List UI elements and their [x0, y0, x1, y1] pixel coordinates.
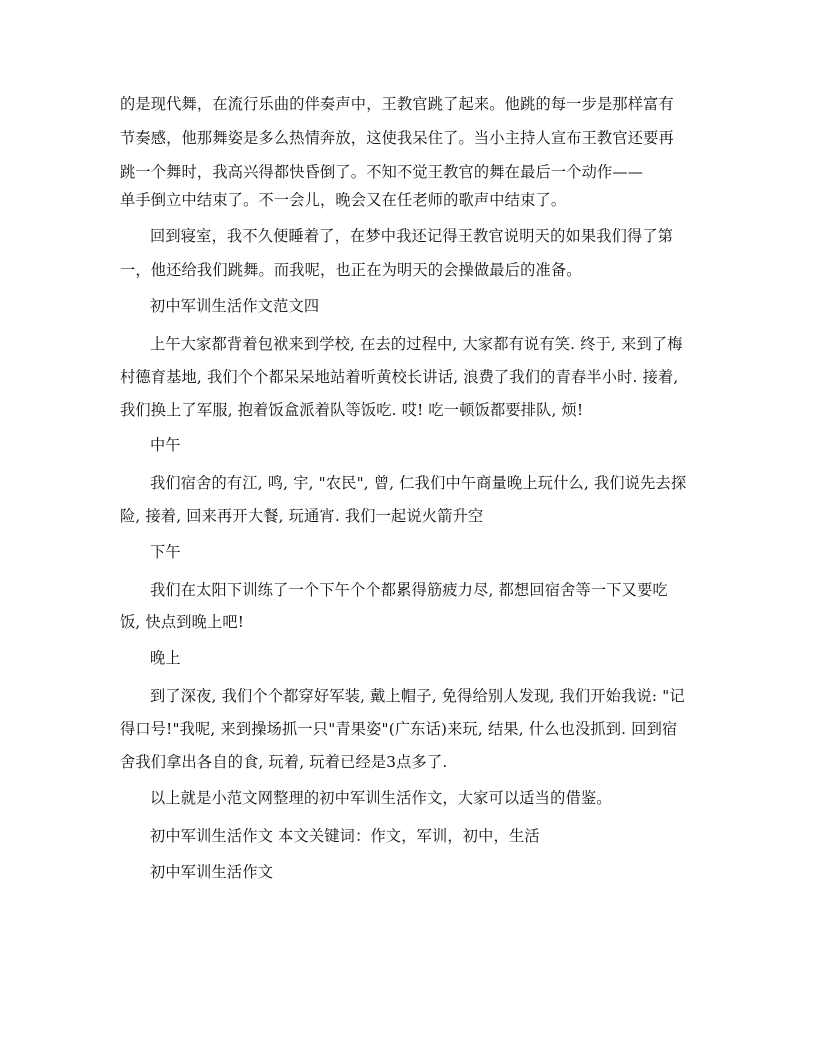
section-heading: 初中军训生活作文范文四 — [150, 297, 320, 315]
paragraph-first-line: 回到寝室，我不久便睡着了，在梦中我还记得王教官说明天的如果我们得了第 — [150, 227, 674, 245]
text-line: 我们换上了军服, 抱着饭盒派着队等饭吃. 哎! 吃一顿饭都要排队, 烦! — [120, 401, 584, 419]
section-heading: 中午 — [150, 436, 181, 454]
closing-paragraph: 以上就是小范文网整理的初中军训生活作文，大家可以适当的借鉴。 — [150, 789, 612, 807]
text-line: 跳一个舞时，我高兴得都快昏倒了。不知不觉王教官的舞在最后一个动作—— — [120, 163, 644, 181]
text-line: 节奏感，他那舞姿是多么热情奔放，这使我呆住了。当小主持人宣布王教官还要再 — [120, 129, 674, 147]
text-line: 一，他还给我们跳舞。而我呢，也正在为明天的会操做最后的准备。 — [120, 261, 582, 279]
text-line: 村德育基地, 我们个个都呆呆地站着听黄校长讲话, 浪费了我们的青春半小时. 接着, — [120, 368, 679, 386]
keywords-line: 初中军训生活作文 本文关键词：作文，军训，初中，生活 — [150, 827, 540, 845]
paragraph-first-line: 上午大家都背着包袱来到学校, 在去的过程中, 大家都有说有笑. 终于, 来到了梅 — [150, 335, 683, 353]
text-line: 舍我们拿出各自的食, 玩着, 玩着已经是3点多了. — [120, 753, 448, 771]
section-heading: 晚上 — [150, 649, 181, 667]
text-line: 饭, 快点到晚上吧! — [120, 613, 245, 631]
text-line: 的是现代舞，在流行乐曲的伴奏声中，王教官跳了起来。他跳的每一步是那样富有 — [120, 95, 674, 113]
section-heading: 下午 — [150, 543, 181, 561]
paragraph-first-line: 我们宿舍的有江, 鸣, 宇, "农民", 曾, 仁我们中午商量晚上玩什么, 我们说先去探 — [150, 474, 687, 492]
paragraph-first-line: 到了深夜, 我们个个都穿好军装, 戴上帽子, 免得给别人发现, 我们开始我说: "记 — [150, 687, 685, 705]
text-line: 单手倒立中结束了。不一会儿，晚会又在任老师的歌声中结束了。 — [120, 191, 567, 209]
text-line: 得口号!"我呢, 来到操场抓一只"青果姿"(广东话)来玩, 结果, 什么也没抓到. 回到宿 — [120, 720, 678, 738]
footer-title: 初中军训生活作文 — [150, 863, 274, 881]
paragraph-first-line: 我们在太阳下训练了一个下午个个都累得筋疲力尽, 都想回宿舍等一下又要吃 — [150, 581, 668, 599]
text-line: 险, 接着, 回来再开大餐, 玩通宵. 我们一起说火箭升空 — [120, 507, 484, 525]
